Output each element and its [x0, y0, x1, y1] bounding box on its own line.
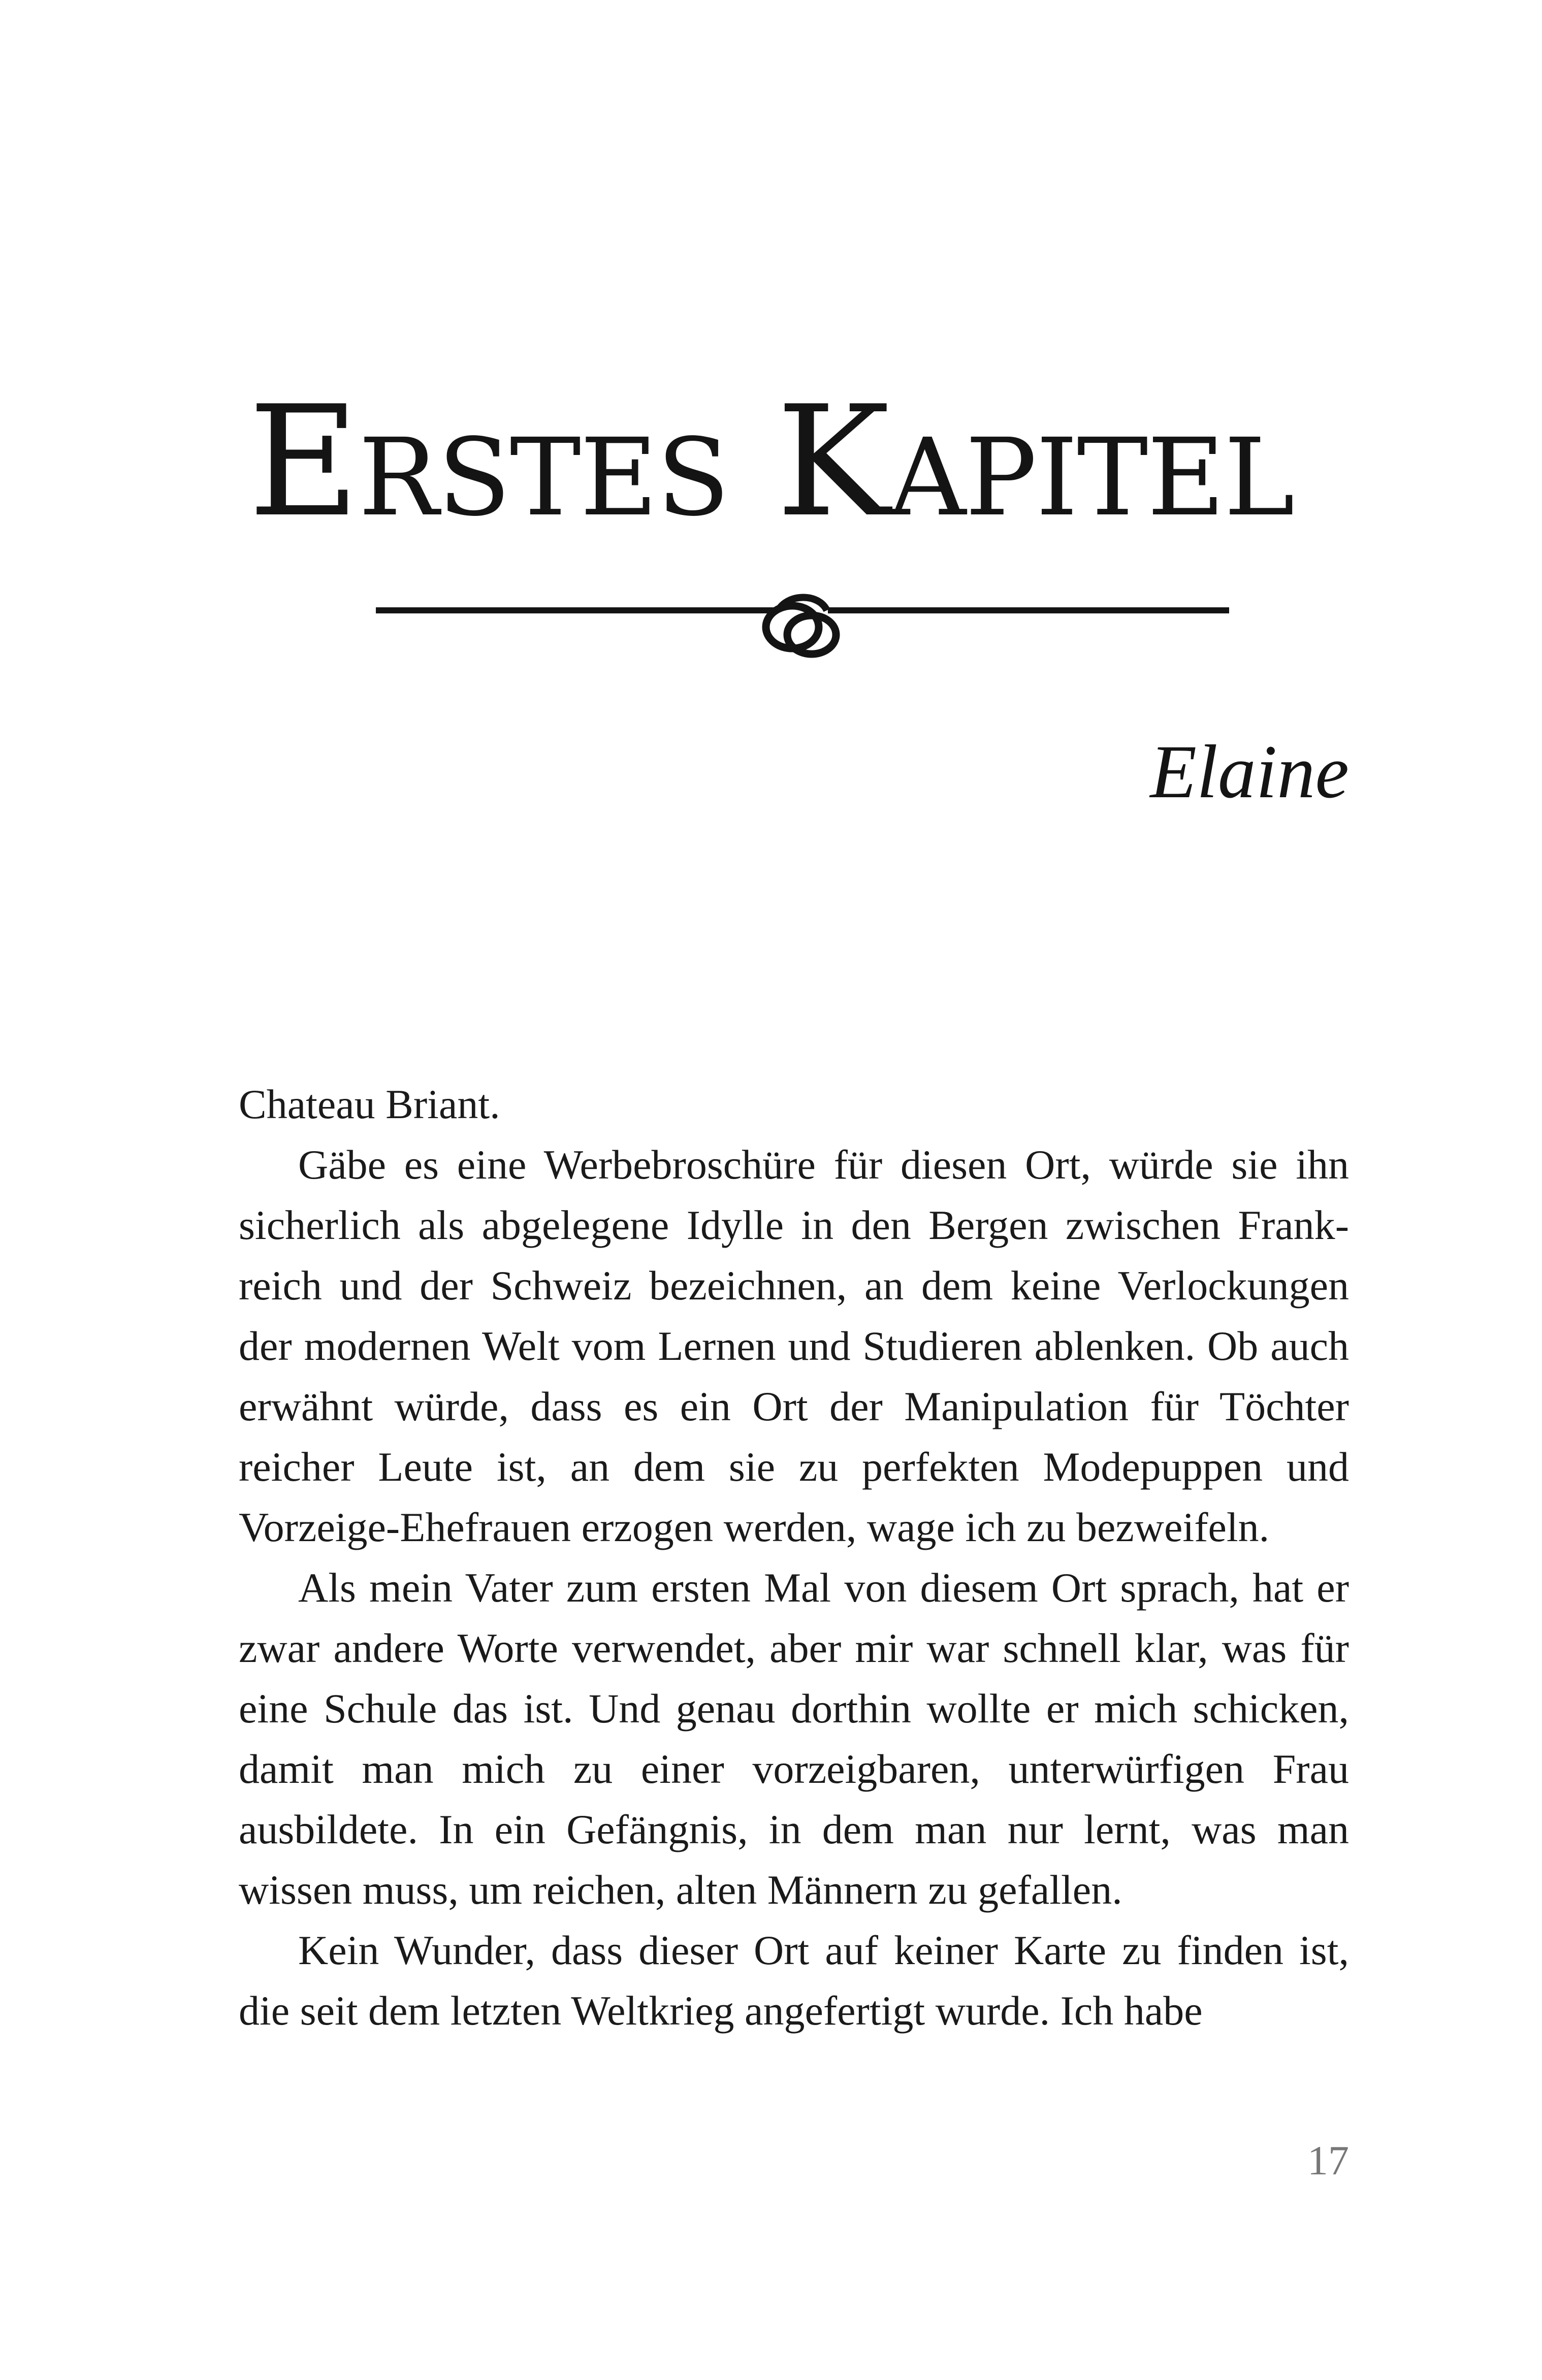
body-text	[239, 1074, 1349, 2041]
page-number: 17	[1307, 2137, 1349, 2183]
double-ring-divider-icon	[376, 579, 1229, 670]
paragraph: Gäbe es eine Werbebroschüre für diesen Ort, würde sie ihn sicherlich als abgelegene Idylle in den Bergen zwischen Frankreich und der Schweiz bezeichnen, an dem keine Verlockungen der modernen Welt vom Lernen und Studieren ablenken. Ob auch erwähnt würde, dass es ein Ort der Manipulation für Töchter reicher Leute ist, an dem sie zu perfekten Modepuppen und Vorzeige-Ehefrauen erzogen werden, wage ich zu bezweifeln.	[239, 1142, 1349, 1550]
paragraph: Kein Wunder, dass dieser Ort auf keiner Karte zu finden ist, die seit dem letzten Weltkrieg angefertigt wurde. Ich habe	[239, 1927, 1349, 2034]
chapter-subtitle: Elaine	[1150, 730, 1349, 814]
paragraph: Als mein Vater zum ersten Mal von diesem Ort sprach, hat er zwar andere Worte verwendet, aber mir war schnell klar, was für eine Schule das ist. Und genau dorthin wollte er mich schicken, damit man mich zu einer vorzeigbaren, unterwürfigen Frau ausbildete. In ein Gefängnis, in dem man nur lernt, was man wissen muss, um reichen, alten Männern zu gefallen.	[239, 1564, 1349, 1913]
paragraph: Chateau Briant.	[239, 1081, 500, 1127]
chapter-title: Erstes Kapitel	[248, 373, 1294, 550]
